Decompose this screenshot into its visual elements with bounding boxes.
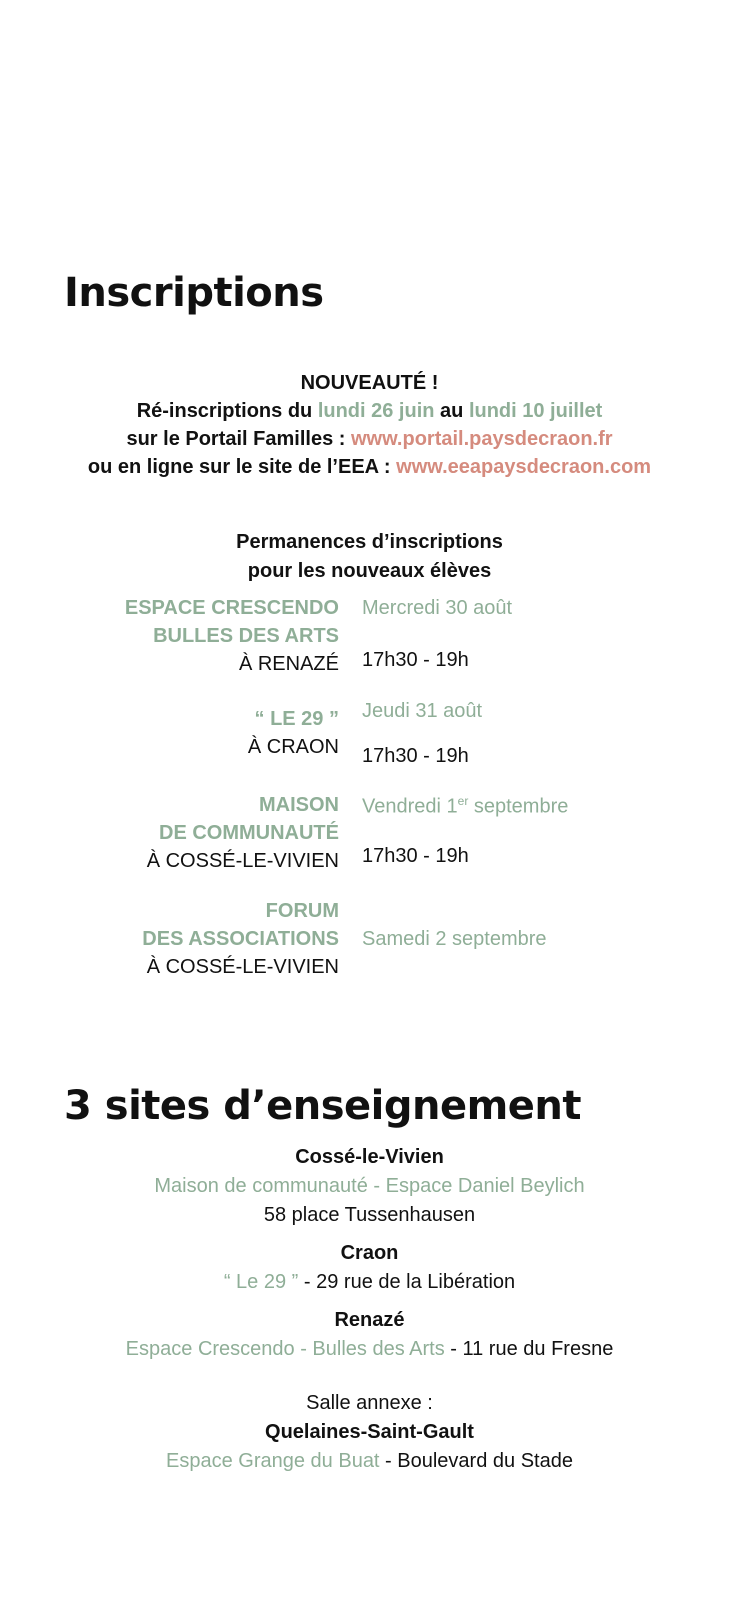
place-line-1: MAISON xyxy=(259,794,339,816)
site-name-renaze: Renazé xyxy=(334,1309,405,1331)
start-date: lundi 26 juin xyxy=(317,400,435,422)
schedule-place-forum xyxy=(142,897,339,981)
sites-list xyxy=(0,1143,739,1476)
site-address-cosse: 58 place Tussenhausen xyxy=(263,1204,476,1226)
site-name-craon: Craon xyxy=(340,1242,399,1264)
dates-connector: au xyxy=(434,400,469,422)
site-line-craon xyxy=(0,1268,739,1297)
inscriptions-title: Inscriptions xyxy=(64,270,324,316)
schedule-time-craon: 17h30 - 19h xyxy=(362,745,469,767)
schedule-place-craon xyxy=(248,705,339,761)
site-line-quelaines xyxy=(0,1447,739,1476)
schedule-date-craon: Jeudi 31 août xyxy=(362,700,483,722)
place-line-2: DE COMMUNAUTÉ xyxy=(159,822,339,844)
site-venue-cosse: Maison de communauté - Espace Daniel Beylich xyxy=(154,1175,585,1197)
reinscription-notice xyxy=(0,369,739,481)
site-name-cosse: Cossé-le-Vivien xyxy=(295,1146,444,1168)
date-ordinal: er xyxy=(457,794,469,808)
place-line-2: DES ASSOCIATIONS xyxy=(142,928,339,950)
place-town: À COSSÉ-LE-VIVIEN xyxy=(146,850,339,872)
eea-site-name: site de l’EEA : xyxy=(257,456,391,478)
permanences-line-1: Permanences d’inscriptions xyxy=(236,531,503,553)
site-address-renaze: - 11 rue du Fresne xyxy=(444,1338,614,1360)
place-line-1: “ LE 29 ” xyxy=(254,708,339,730)
schedule-time-renaze: 17h30 - 19h xyxy=(362,649,469,671)
permanences-title xyxy=(0,528,739,586)
schedule-place-cosse xyxy=(147,791,339,875)
annexe-label: Salle annexe : xyxy=(306,1392,433,1414)
reinscription-dates xyxy=(0,397,739,425)
place-town: À COSSÉ-LE-VIVIEN xyxy=(146,956,339,978)
schedule-time-cosse: 17h30 - 19h xyxy=(362,845,469,867)
portal-prefix: sur le xyxy=(126,428,186,450)
site-venue-renaze: Espace Crescendo - Bulles des Arts xyxy=(125,1338,445,1360)
schedule-date-forum: Samedi 2 septembre xyxy=(362,928,547,950)
place-town: À RENAZÉ xyxy=(238,653,339,675)
schedule-date-cosse xyxy=(362,787,568,821)
site-venue-craon: “ Le 29 ” xyxy=(223,1271,299,1293)
place-line-1: FORUM xyxy=(265,900,339,922)
nouveaute-label: NOUVEAUTÉ ! xyxy=(300,372,439,394)
site-venue-quelaines: Espace Grange du Buat xyxy=(166,1450,380,1472)
end-date: lundi 10 juillet xyxy=(468,400,603,422)
place-line-1: ESPACE CRESCENDO xyxy=(124,597,339,619)
schedule-place-renaze xyxy=(125,594,339,678)
date-month: septembre xyxy=(468,795,569,818)
portal-link[interactable]: www.portail.paysdecraon.fr xyxy=(351,428,613,450)
eea-link[interactable]: www.eeapaysdecraon.com xyxy=(396,456,652,478)
portal-name: Portail Familles : xyxy=(185,428,346,450)
schedule-date-renaze: Mercredi 30 août xyxy=(362,597,513,619)
site-address-craon: - 29 rue de la Libération xyxy=(298,1271,516,1293)
site-address-quelaines: - Boulevard du Stade xyxy=(379,1450,573,1472)
date-text: Vendredi 1 xyxy=(362,795,458,818)
portal-line xyxy=(0,425,739,453)
eea-prefix: ou en ligne sur le xyxy=(87,456,258,478)
reinscription-prefix: Ré-inscriptions du xyxy=(136,400,318,422)
eea-line xyxy=(0,453,739,481)
site-line-renaze xyxy=(0,1335,739,1364)
permanences-line-2: pour les nouveaux élèves xyxy=(247,560,492,582)
place-town: À CRAON xyxy=(247,736,339,758)
sites-title: 3 sites d’enseignement xyxy=(64,1083,581,1129)
site-name-quelaines: Quelaines-Saint-Gault xyxy=(265,1421,474,1443)
place-line-2: BULLES DES ARTS xyxy=(153,625,339,647)
